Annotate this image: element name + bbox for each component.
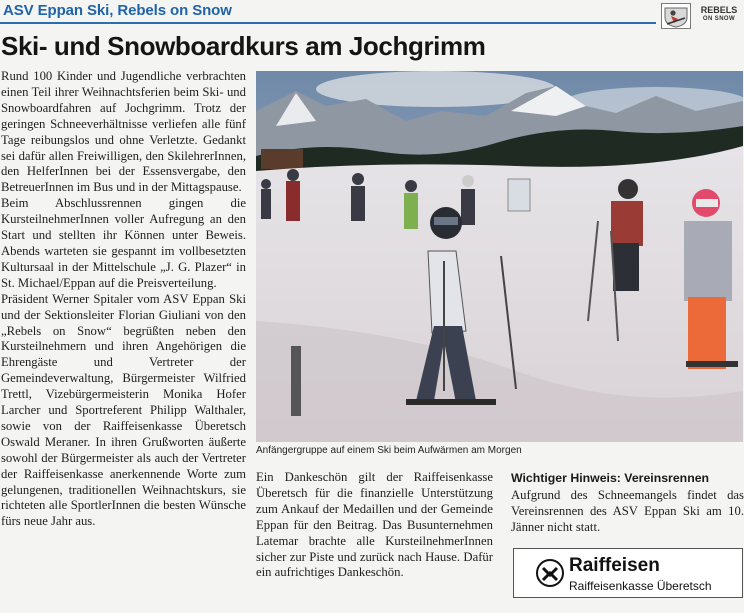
photo-caption: Anfängergruppe auf einem Ski beim Aufwärmen am Morgen <box>256 445 522 456</box>
notice-title: Wichtiger Hinweis: Vereinsrennen <box>511 471 710 485</box>
article-paragraph: Beim Abschlussrennen gingen die KursteilnehmerInnen voller Aufregung an den Start und stellten ihr Können unter Beweis. Abends warteten sie gespannt im vollbesetzten Kultursaal in der Mittelschule „J. G. Plazer“ in St. Michael/Eppan auf die Preisverteilung. <box>1 196 246 290</box>
article-paragraph: Präsident Werner Spitaler vom ASV Eppan Ski und der Sektionsleiter Florian Giuliani von den „Rebels on Snow“ begrüßten neben den Kursteilnehmern und ihren Angehörigen die Ehrengäste und Vertreter der Gemeindeverwaltung, Bürgermeister Wilfried Trettl, Vizebürgermeisterin Monika Hofer Larcher und Sportreferent Philipp Walthaler, sowie von der Raiffeisenkasse Überetsch Oswald Meraner. In ihren Grußworten äußerte sowohl der Bürgermeister als auch der Vertreter der Raiffeisenkasse anerkennende Worte zum gelungenen, traditionellen Weihnachtskurs, sie richteten alle SportlerInnen die besten Wünsche fürs neue Jahr aus. <box>1 291 246 529</box>
notice-body: Aufgrund des Schneemangels findet das Vereinsrennen des ASV Eppan Ski am 10. Jänner nicht statt. <box>511 488 744 534</box>
article-paragraph: Ein Dankeschön gilt der Raiffeisenkasse Überetsch für die finanzielle Unterstützung zum Ankauf der Medaillen und der Gemeinde Eppan für den Beitrag. Das Busunternehmen Latemar brachte alle KursteilnehmerInnen sicher zur Piste und zurück nach Hause. Dafür ein aufrichtiges Dankeschön. <box>256 470 493 580</box>
rebels-on-snow-logo <box>698 6 740 30</box>
logo-text-bottom: ON SNOW <box>702 16 736 22</box>
article-column-middle <box>256 470 493 581</box>
ad-subtitle: Raiffeisenkasse Überetsch <box>569 579 712 593</box>
ski-group-photo <box>256 71 743 442</box>
article-headline: Ski- und Snowboardkurs am Jochgrimm <box>1 31 486 61</box>
ad-brand: Raiffeisen <box>569 555 660 576</box>
logo-text-top: REBELS <box>700 5 738 15</box>
raiffeisen-gable-cross-icon <box>536 559 564 587</box>
article-photo <box>256 71 743 442</box>
club-crest-logo <box>661 3 691 29</box>
article-column-left <box>1 69 246 530</box>
section-kicker: ASV Eppan Ski, Rebels on Snow <box>3 2 232 19</box>
raiffeisen-advertisement <box>513 548 743 598</box>
article-paragraph: Rund 100 Kinder und Jugendliche verbrachten einen Teil ihrer Weihnachtsferien beim Ski- und Snowboardfahren auf Jochgrimm. Trotz der geringen Schneeverhältnisse verliefen alle fünf Tage reibungslos und ohne Verletzte. Gedankt sei dafür allen Freiwilligen, den SkilehrerInnen, den HelferInnen bei der Essensvergabe, den BetreuerInnen im Bus und in der Mittagspause. <box>1 69 246 195</box>
header-rule <box>0 22 656 24</box>
